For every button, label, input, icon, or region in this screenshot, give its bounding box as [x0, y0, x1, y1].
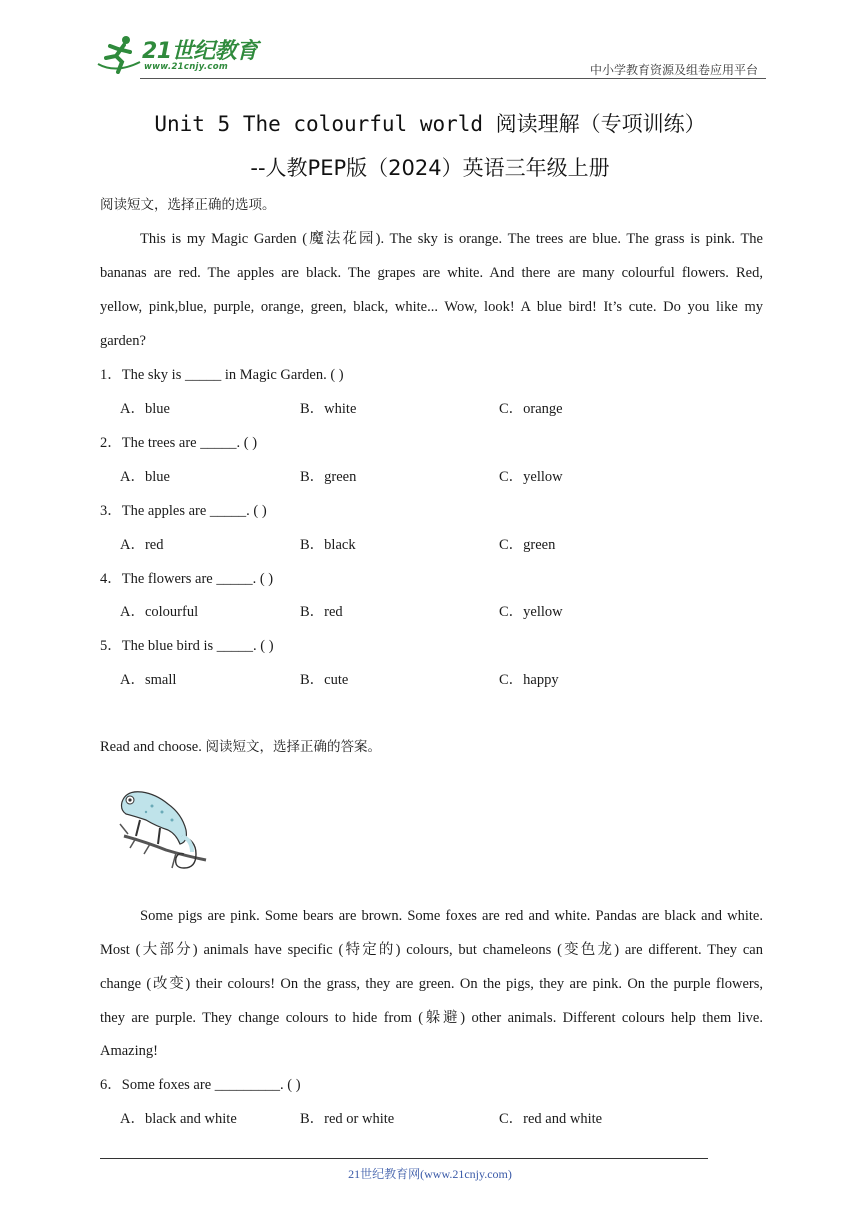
option-b[interactable]: B．white [300, 401, 357, 417]
option-a[interactable]: A．blue [120, 401, 170, 417]
option-c[interactable]: C．yellow [499, 469, 563, 485]
option-c[interactable]: C．yellow [499, 604, 563, 620]
option-b[interactable]: B．green [300, 469, 357, 485]
header-divider [140, 78, 766, 79]
option-b[interactable]: B．red or white [300, 1111, 395, 1127]
passage2-line: Some pigs are pink. Some bears are brown. Some foxes are red and white. Pandas are black and white. [140, 908, 763, 924]
option-b[interactable]: B．black [300, 537, 356, 553]
page-header [96, 30, 766, 82]
option-b[interactable]: B．red [300, 604, 343, 620]
chameleon-illustration-icon [116, 780, 208, 880]
option-a[interactable]: A．colourful [120, 604, 199, 620]
site-logo[interactable] [96, 30, 266, 76]
question-stem: 6．Some foxes are _________. ( ) [100, 1077, 301, 1093]
option-a[interactable]: A．black and white [120, 1111, 237, 1127]
header-tagline: 中小学教育资源及组卷应用平台 [589, 63, 758, 77]
passage2-line: Most (大部分) animals have specific (特定的) colours, but chameleons (变色龙) are different. They can [100, 942, 763, 958]
logo-url: www.21cnjy.com [144, 62, 228, 72]
document-title: Unit 5 The colourful world 阅读理解（专项训练） [154, 112, 706, 136]
option-a[interactable]: A．red [120, 537, 164, 553]
passage2-line: they are purple. They change colours to hide from (躲避) other animals. Different colours help them live. [100, 1010, 763, 1026]
footer-divider [100, 1158, 708, 1159]
section2-instruction [100, 738, 381, 756]
passage1-line: This is my Magic Garden (魔法花园). The sky is orange. The trees are blue. The grass is pink. The [140, 231, 763, 247]
question-stem: 3．The apples are _____. ( ) [100, 503, 267, 519]
passage2-line: Amazing! [100, 1043, 158, 1059]
passage1-line: bananas are red. The apples are black. The grapes are white. And there are many colourful flowers. Red, [100, 265, 763, 281]
option-c[interactable]: C．green [499, 537, 556, 553]
footer-link[interactable]: 21世纪教育网(www.21cnjy.com) [348, 1167, 512, 1181]
runner-logo-icon [96, 34, 142, 74]
section1-instruction: 阅读短文，选择正确的选项。 [100, 197, 276, 213]
option-c[interactable]: C．red and white [499, 1111, 603, 1127]
question-stem: 4．The flowers are _____. ( ) [100, 571, 274, 587]
question-stem: 5．The blue bird is _____. ( ) [100, 638, 274, 654]
option-c[interactable]: C．orange [499, 401, 563, 417]
passage2-line: change (改变) their colours! On the grass, they are green. On the pigs, they are pink. On the purple flowers, [100, 976, 763, 992]
document-subtitle: --人教PEP版（2024）英语三年级上册 [250, 156, 610, 180]
logo-text: 21世纪教育 [142, 39, 258, 64]
option-b[interactable]: B．cute [300, 672, 349, 688]
passage1-line: yellow, pink,blue, purple, orange, green, black, white... Wow, look! A blue bird! It’s cute. Do you like my [100, 299, 763, 315]
section2-instruction-cn: 阅读短文，选择正确的答案。 [205, 739, 381, 755]
option-a[interactable]: A．blue [120, 469, 170, 485]
option-c[interactable]: C．happy [499, 672, 559, 688]
question-stem: 2．The trees are _____. ( ) [100, 435, 258, 451]
option-a[interactable]: A．small [120, 672, 177, 688]
section2-instruction-en: Read and choose. [100, 739, 202, 755]
question-stem: 1．The sky is _____ in Magic Garden. ( ) [100, 367, 344, 383]
passage1-line: garden? [100, 333, 146, 349]
